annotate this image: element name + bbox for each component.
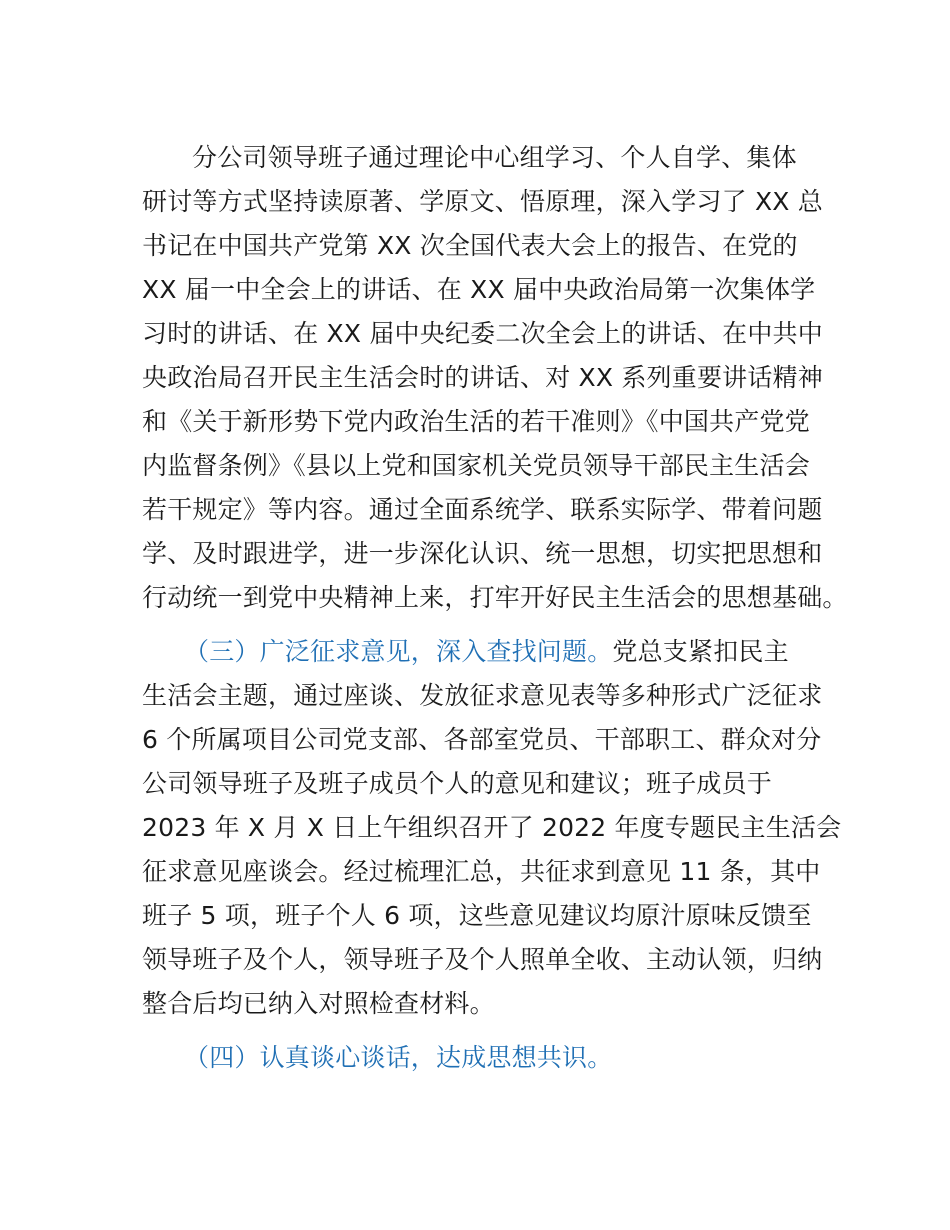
paragraph-1-line: XX 届一中全会上的讲话、在 XX 届中央政治局第一次集体学 xyxy=(142,275,816,304)
paragraph-1-line: 行动统一到党中央精神上来，打牢开好民主生活会的思想基础。 xyxy=(142,583,848,612)
section-heading-4: （四）认真谈心谈话，达成思想共识。 xyxy=(184,1043,613,1072)
paragraph-2-line: 6 个所属项目公司党支部、各部室党员、干部职工、群众对分 xyxy=(142,725,822,754)
paragraph-2-line: 班子 5 项，班子个人 6 项，这些意见建议均原汁原味反馈至 xyxy=(142,901,812,930)
paragraph-2-line: 2023 年 X 月 X 日上午组织召开了 2022 年度专题民主生活会 xyxy=(142,813,842,842)
paragraph-1-line: 研讨等方式坚持读原著、学原文、悟原理，深入学习了 XX 总 xyxy=(142,187,823,216)
paragraph-2-line: 公司领导班子及班子成员个人的意见和建议；班子成员于 xyxy=(142,769,773,798)
paragraph-1-line: 习时的讲话、在 XX 届中央纪委二次全会上的讲话、在中共中 xyxy=(142,319,823,348)
paragraph-1-line: 若干规定》等内容。通过全面系统学、联系实际学、带着问题 xyxy=(142,495,823,524)
paragraph-2-first-line xyxy=(184,630,789,674)
paragraph-1-line: 分公司领导班子通过理论中心组学习、个人自学、集体 xyxy=(192,143,797,172)
paragraph-2-line: 生活会主题，通过座谈、发放征求意见表等多种形式广泛征求 xyxy=(142,681,823,710)
section-heading-3: （三）广泛征求意见，深入查找问题。 xyxy=(184,637,613,666)
paragraph-2-line: 整合后均已纳入对照检查材料。 xyxy=(142,989,495,1018)
paragraph-2-first-line-text: 党总支紧扣民主 xyxy=(612,637,789,666)
paragraph-1-line: 内监督条例》《县以上党和国家机关党员领导干部民主生活会 xyxy=(142,451,810,480)
paragraph-1-line: 央政治局召开民主生活会时的讲话、对 XX 系列重要讲话精神 xyxy=(142,363,823,392)
paragraph-2-line: 领导班子及个人，领导班子及个人照单全收、主动认领，归纳 xyxy=(142,945,823,974)
paragraph-1-line: 和《关于新形势下党内政治生活的若干准则》《中国共产党党 xyxy=(142,407,810,436)
paragraph-1-line: 学、及时跟进学，进一步深化认识、统一思想，切实把思想和 xyxy=(142,539,823,568)
paragraph-2-line: 征求意见座谈会。经过梳理汇总，共征求到意见 11 条，其中 xyxy=(142,857,821,886)
paragraph-1-line: 书记在中国共产党第 XX 次全国代表大会上的报告、在党的 xyxy=(142,231,798,260)
